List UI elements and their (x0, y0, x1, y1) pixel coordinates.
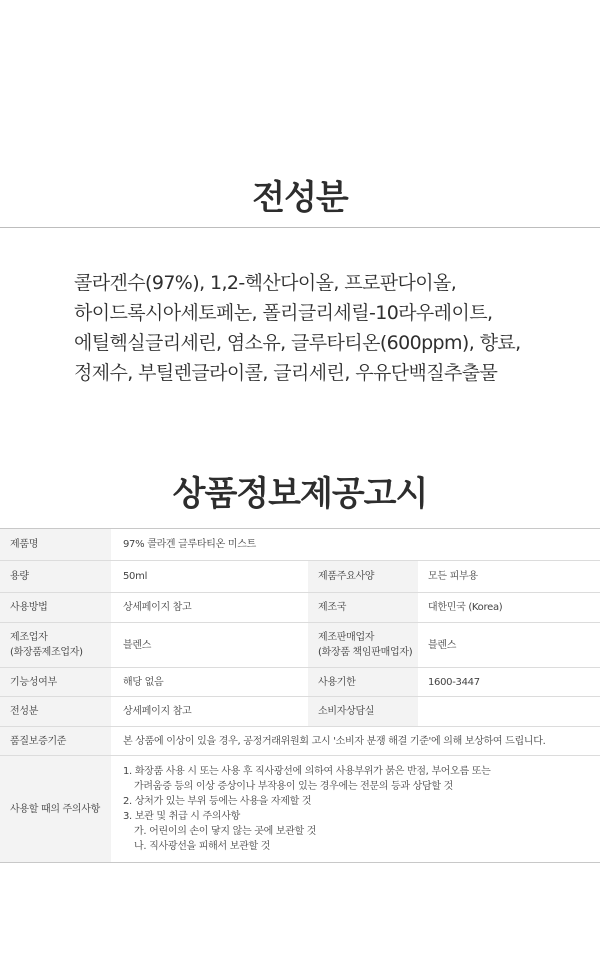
table-row (0, 623, 600, 668)
value-caution (111, 756, 600, 863)
table-row (0, 697, 600, 727)
product-notice-title: 상품정보제공고시 (172, 474, 428, 514)
value-seller: 블렌스 (418, 623, 600, 668)
label-product-name: 제품명 (0, 529, 111, 561)
ingredients-line: 하이드록시아세토페논, 폴리글리세릴-10라우레이트, (74, 302, 493, 324)
value-manufacturer: 블렌스 (111, 623, 308, 668)
ingredients-line: 정제수, 부틸렌글라이콜, 글리세린, 우유단백질추출물 (74, 362, 498, 384)
label-manufacturer-line2: (화장품제조업자) (10, 647, 83, 658)
value-product-name: 97% 콜라겐 글루타티온 미스트 (111, 529, 600, 561)
label-manufacturer (0, 623, 111, 668)
label-main-spec: 제품주요사양 (308, 561, 418, 593)
ingredients-title: 전성분 (252, 178, 348, 218)
label-consumer-center: 소비자상담실 (308, 697, 418, 727)
ingredients-list (74, 268, 594, 388)
table-row (0, 561, 600, 593)
table-row (0, 727, 600, 756)
value-main-spec: 모든 피부용 (418, 561, 600, 593)
label-usage: 사용방법 (0, 593, 111, 623)
value-country: 대한민국 (Korea) (418, 593, 600, 623)
ingredients-line: 콜라겐수(97%), 1,2-헥산다이올, 프로판다이올, (74, 272, 457, 294)
label-quality: 품질보증기준 (0, 727, 111, 756)
table-row (0, 668, 600, 697)
caution-line: 1. 화장품 사용 시 또는 사용 후 직사광선에 의하여 사용부위가 붉은 반점, 부어오름 또는 (123, 766, 491, 777)
caution-line: 나. 직사광선을 피해서 보관할 것 (134, 841, 271, 852)
label-seller-line2: (화장품 책임판매업자) (318, 647, 413, 658)
label-caution: 사용할 때의 주의사항 (0, 756, 111, 863)
label-seller-line1: 제조판매업자 (318, 632, 375, 643)
value-usage: 상세페이지 참고 (111, 593, 308, 623)
value-ingredients: 상세페이지 참고 (111, 697, 308, 727)
label-country: 제조국 (308, 593, 418, 623)
caution-line: 가려움증 등의 이상 증상이나 부작용이 있는 경우에는 전문의 등과 상담할 것 (134, 781, 453, 792)
label-functional: 기능성여부 (0, 668, 111, 697)
label-expiry: 사용기한 (308, 668, 418, 697)
caution-line: 2. 상처가 있는 부위 등에는 사용을 자제할 것 (123, 796, 312, 807)
value-volume: 50ml (111, 561, 308, 593)
value-functional: 해당 없음 (111, 668, 308, 697)
ingredients-divider (0, 227, 600, 228)
caution-list (123, 764, 600, 854)
product-info-table (0, 528, 600, 863)
table-row (0, 593, 600, 623)
caution-line: 3. 보관 및 취급 시 주의사항 (123, 811, 240, 822)
table-row (0, 529, 600, 561)
value-consumer-center (418, 697, 600, 727)
table-row (0, 756, 600, 863)
caution-line: 가. 어린이의 손이 닿지 않는 곳에 보관할 것 (134, 826, 317, 837)
value-expiry: 1600-3447 (418, 668, 600, 697)
label-volume: 용량 (0, 561, 111, 593)
label-ingredients: 전성분 (0, 697, 111, 727)
value-quality: 본 상품에 이상이 있을 경우, 공정거래위원회 고시 '소비자 분쟁 해결 기준'에 의해 보상하여 드립니다. (111, 727, 600, 756)
label-manufacturer-line1: 제조업자 (10, 632, 48, 643)
label-seller (308, 623, 418, 668)
ingredients-line: 에틸헥실글리세린, 염소유, 글루타티온(600ppm), 향료, (74, 332, 521, 354)
